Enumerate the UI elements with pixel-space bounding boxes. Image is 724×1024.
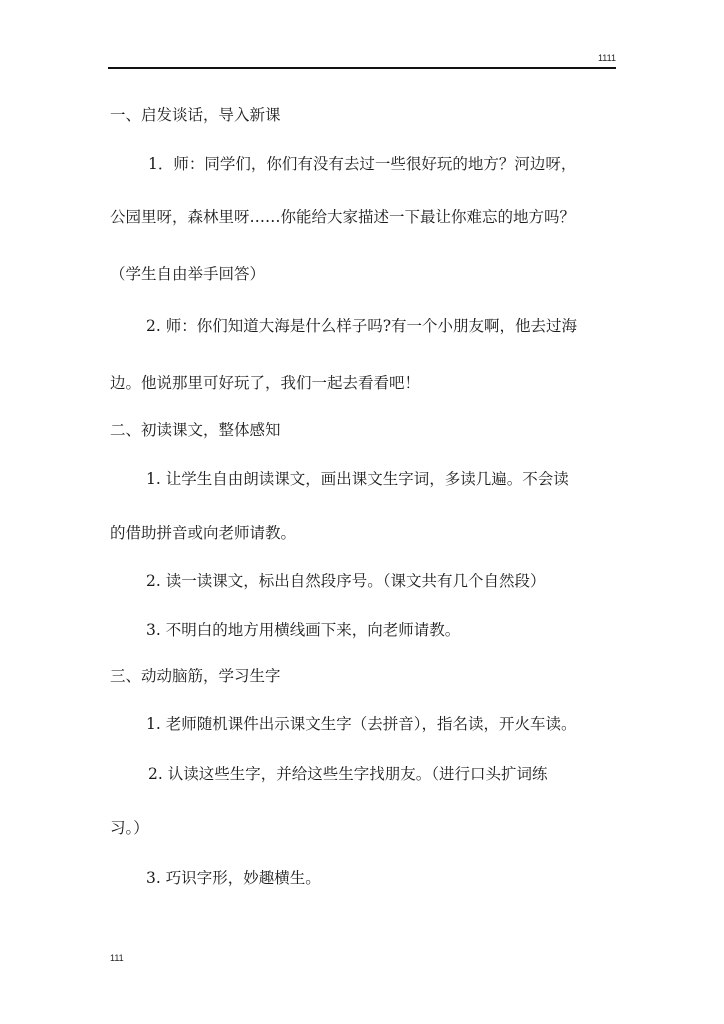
section-heading-3: 三、动动脑筋，学习生字 xyxy=(110,667,281,685)
section-heading-2: 二、初读课文，整体感知 xyxy=(110,421,281,439)
paragraph-line: 3. 不明白的地方用横线画下来，向老师请教。 xyxy=(146,621,461,639)
paragraph-line: 1. 老师随机课件出示课文生字（去拼音），指名读，开火车读。 xyxy=(146,715,577,733)
paragraph-line: 的借助拼音或向老师请教。 xyxy=(110,524,297,542)
header-divider xyxy=(108,67,616,69)
paragraph-line: 2. 认读这些生字，并给这些生字找朋友。（进行口头扩词练 xyxy=(148,765,548,783)
paragraph-line: 边。他说那里可好玩了，我们一起去看看吧！ xyxy=(110,374,421,392)
paragraph-line: 公园里呀，森林里呀……你能给大家描述一下最让你难忘的地方吗？ xyxy=(110,208,576,226)
paragraph-line: 2. 师：你们知道大海是什么样子吗?有一个小朋友啊，他去过海 xyxy=(146,317,578,335)
paragraph-line: 1. 让学生自由朗读课文，画出课文生字词，多读几遍。不会读 xyxy=(146,470,569,488)
header-page-number: 1111 xyxy=(597,53,616,63)
paragraph-line: （学生自由举手回答） xyxy=(110,265,266,283)
paragraph-line: 1．师：同学们，你们有没有去过一些很好玩的地方？河边呀， xyxy=(148,155,577,173)
footer-page-number: 111 xyxy=(110,953,124,963)
section-heading-1: 一、启发谈话，导入新课 xyxy=(110,106,281,124)
paragraph-line: 2. 读一读课文，标出自然段序号。（课文共有几个自然段） xyxy=(146,572,546,590)
paragraph-line: 3. 巧识字形，妙趣横生。 xyxy=(146,869,321,887)
paragraph-line: 习。） xyxy=(110,819,149,837)
